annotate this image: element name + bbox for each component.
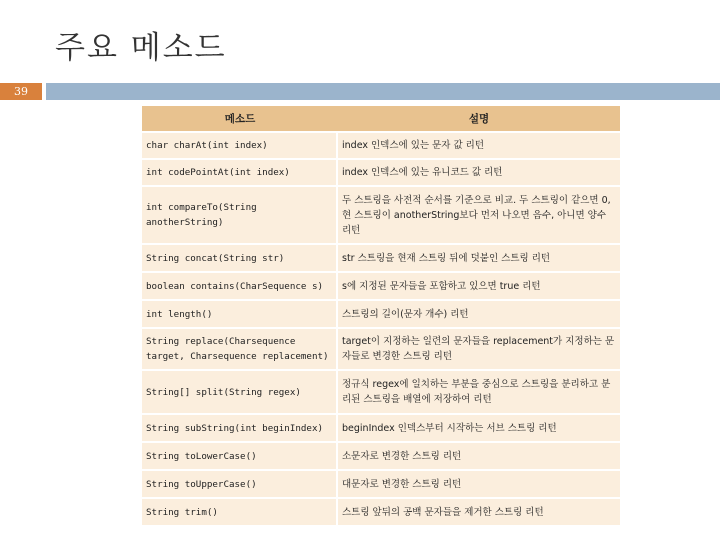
method-cell: char charAt(int index)	[142, 133, 338, 160]
method-cell: String toUpperCase()	[142, 471, 338, 499]
slide-title: 주요 메소드	[55, 30, 227, 66]
description-cell: index 인덱스에 있는 문자 값 리턴	[338, 133, 620, 160]
method-cell: String replace(Charsequence target, Charsequence replacement)	[142, 329, 338, 371]
method-cell: String subString(int beginIndex)	[142, 415, 338, 443]
method-cell: int length()	[142, 301, 338, 329]
table-row	[142, 471, 620, 499]
description-cell: beginIndex 인덱스부터 시작하는 서브 스트링 리턴	[338, 415, 620, 443]
description-cell: 두 스트링을 사전적 순서를 기준으로 비교. 두 스트링이 같으면 0, 현 스트링이 anotherString보다 먼저 나오면 음수, 아니면 양수 리턴	[338, 187, 620, 245]
table-row	[142, 443, 620, 471]
header-method: 메소드	[142, 106, 338, 133]
table-row	[142, 301, 620, 329]
header-bar	[46, 83, 720, 100]
table-header-row	[142, 106, 620, 133]
header-description: 설명	[338, 106, 620, 133]
description-cell: 스트링의 길이(문자 개수) 리턴	[338, 301, 620, 329]
methods-table	[142, 106, 620, 527]
page-number: 39	[0, 83, 42, 100]
table-row	[142, 160, 620, 187]
table-row	[142, 499, 620, 527]
method-cell: String toLowerCase()	[142, 443, 338, 471]
description-cell: s에 지정된 문자들을 포함하고 있으면 true 리턴	[338, 273, 620, 301]
description-cell: 정규식 regex에 일치하는 부분을 중심으로 스트링을 분리하고 분리된 스트링을 배열에 저장하여 리턴	[338, 371, 620, 415]
description-cell: index 인덱스에 있는 유니코드 값 리턴	[338, 160, 620, 187]
method-cell: String trim()	[142, 499, 338, 527]
description-cell: target이 지정하는 일련의 문자들을 replacement가 지정하는 문자들로 변경한 스트링 리턴	[338, 329, 620, 371]
table-row	[142, 273, 620, 301]
table-row	[142, 187, 620, 245]
table-row	[142, 245, 620, 273]
description-cell: 소문자로 변경한 스트링 리턴	[338, 443, 620, 471]
table-row	[142, 415, 620, 443]
table-row	[142, 371, 620, 415]
method-cell: int compareTo(String anotherString)	[142, 187, 338, 245]
table-row	[142, 133, 620, 160]
method-cell: String[] split(String regex)	[142, 371, 338, 415]
description-cell: 대문자로 변경한 스트링 리턴	[338, 471, 620, 499]
description-cell: 스트링 앞뒤의 공백 문자들을 제거한 스트링 리턴	[338, 499, 620, 527]
table-row	[142, 329, 620, 371]
method-cell: int codePointAt(int index)	[142, 160, 338, 187]
description-cell: str 스트링을 현재 스트링 뒤에 덧붙인 스트링 리턴	[338, 245, 620, 273]
method-cell: boolean contains(CharSequence s)	[142, 273, 338, 301]
method-cell: String concat(String str)	[142, 245, 338, 273]
